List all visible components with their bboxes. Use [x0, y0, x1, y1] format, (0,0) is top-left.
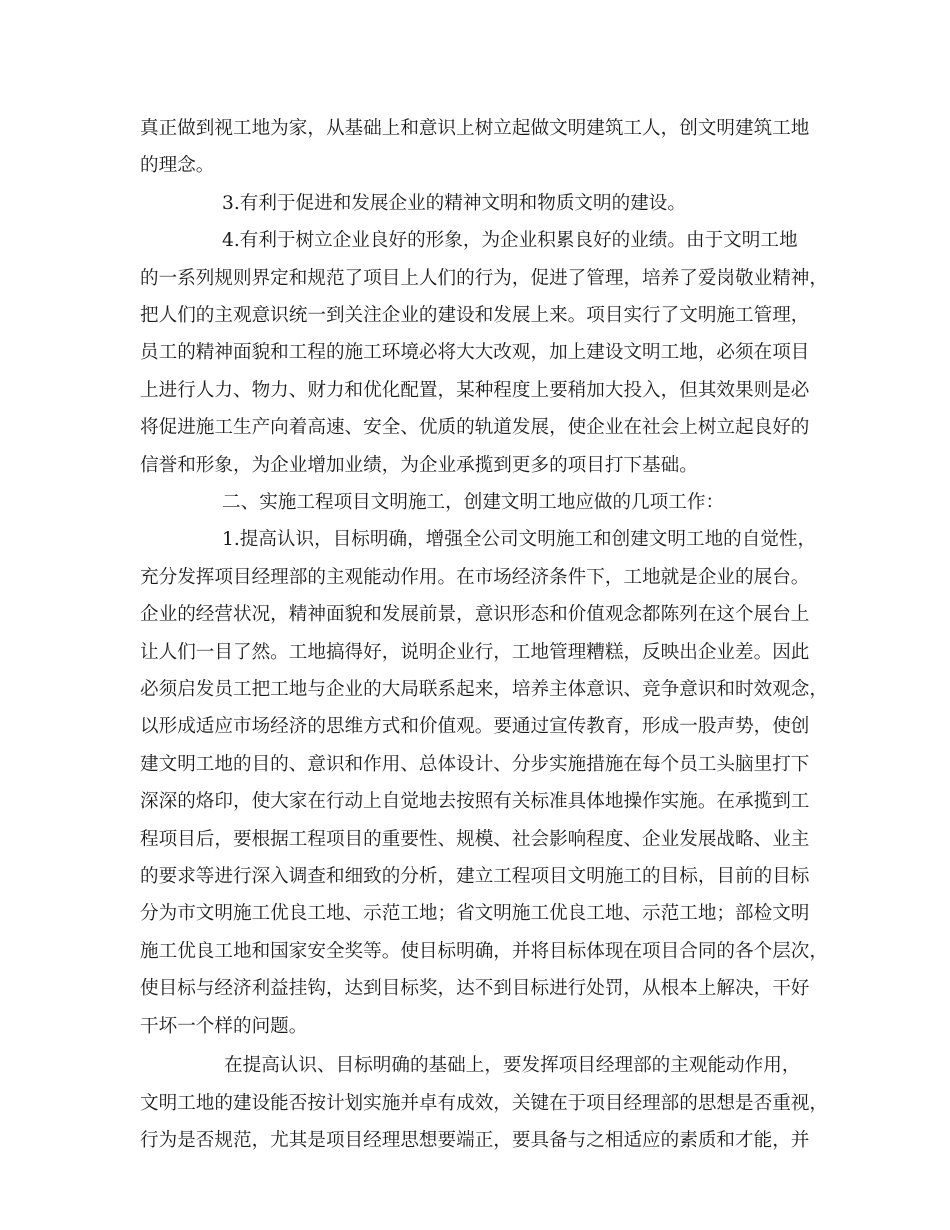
- text-line: 上进行人力、物力、财力和优化配置，某种程度上要稍加大投入，但其效果则是必: [140, 380, 810, 401]
- text-line: 程项目后，要根据工程项目的重要性、规模、社会影响程度、企业发展战略、业主: [140, 829, 810, 850]
- text-line: 建文明工地的目的、意识和作用、总体设计、分步实施措施在每个员工头脑里打下: [140, 754, 810, 775]
- text-line: 分为市文明施工优良工地、示范工地；省文明施工优良工地、示范工地；部检文明: [140, 903, 810, 924]
- text-line: 使目标与经济利益挂钩，达到目标奖，达不到目标进行处罚，从根本上解决，干好: [140, 978, 810, 999]
- text-line: 行为是否规范，尤其是项目经理思想要端正，要具备与之相适应的素质和才能，并: [140, 1130, 810, 1151]
- text-line: 真正做到视工地为家，从基础上和意识上树立起做文明建筑工人，创文明建筑工地: [140, 118, 810, 139]
- text-line: 干坏一个样的问题。: [140, 1016, 308, 1037]
- section-heading: 二、实施工程项目文明施工，创建文明工地应做的几项工作：: [222, 492, 725, 513]
- text-line: 的理念。: [140, 155, 215, 176]
- text-line: 深深的烙印，使大家在行动上自觉地去按照有关标准具体地操作实施。在承揽到工: [140, 791, 810, 812]
- text-line: 员工的精神面貌和工程的施工环境必将大大改观，加上建设文明工地，必须在项目: [140, 342, 810, 363]
- text-line: 的要求等进行深入调查和细致的分析，建立工程项目文明施工的目标，目前的目标: [140, 866, 810, 887]
- text-line: 充分发挥项目经理部的主观能动作用。在市场经济条件下，工地就是企业的展台。: [140, 567, 810, 588]
- text-line: 企业的经营状况，精神面貌和发展前景，意识形态和价值观念都陈列在这个展台上: [140, 604, 810, 625]
- text-line: 在提高认识、目标明确的基础上，要发挥项目经理部的主观能动作用，: [224, 1055, 801, 1076]
- text-line: 4.有利于树立企业良好的形象，为企业积累良好的业绩。由于文明工地: [222, 230, 798, 251]
- text-line: 将促进施工生产向着高速、安全、优质的轨道发展，使企业在社会上树立起良好的: [140, 417, 810, 438]
- text-line: 以形成适应市场经济的思维方式和价值观。要通过宣传教育，形成一股声势，使创: [140, 716, 810, 737]
- text-line: 信誉和形象，为企业增加业绩，为企业承揽到更多的项目打下基础。: [140, 455, 698, 476]
- text-line: 把人们的主观意识统一到关注企业的建设和发展上来。项目实行了文明施工管理，: [140, 305, 810, 326]
- text-line: 文明工地的建设能否按计划实施并卓有成效，关键在于项目经理部的思想是否重视，: [140, 1093, 828, 1114]
- text-line: 施工优良工地和国家安全奖等。使目标明确，并将目标体现在项目合同的各个层次，: [140, 941, 828, 962]
- text-line: 必须启发员工把工地与企业的大局联系起来，培养主体意识、竞争意识和时效观念，: [140, 679, 828, 700]
- text-line: 1.提高认识，目标明确，增强全公司文明施工和创建文明工地的自觉性，: [222, 529, 817, 550]
- text-line: 3.有利于促进和发展企业的精神文明和物质文明的建设。: [222, 193, 686, 214]
- text-line: 的一系列规则界定和规范了项目上人们的行为，促进了管理，培养了爱岗敬业精神，: [140, 268, 828, 289]
- text-line: 让人们一目了然。工地搞得好，说明企业行，工地管理糟糕，反映出企业差。因此: [140, 642, 810, 663]
